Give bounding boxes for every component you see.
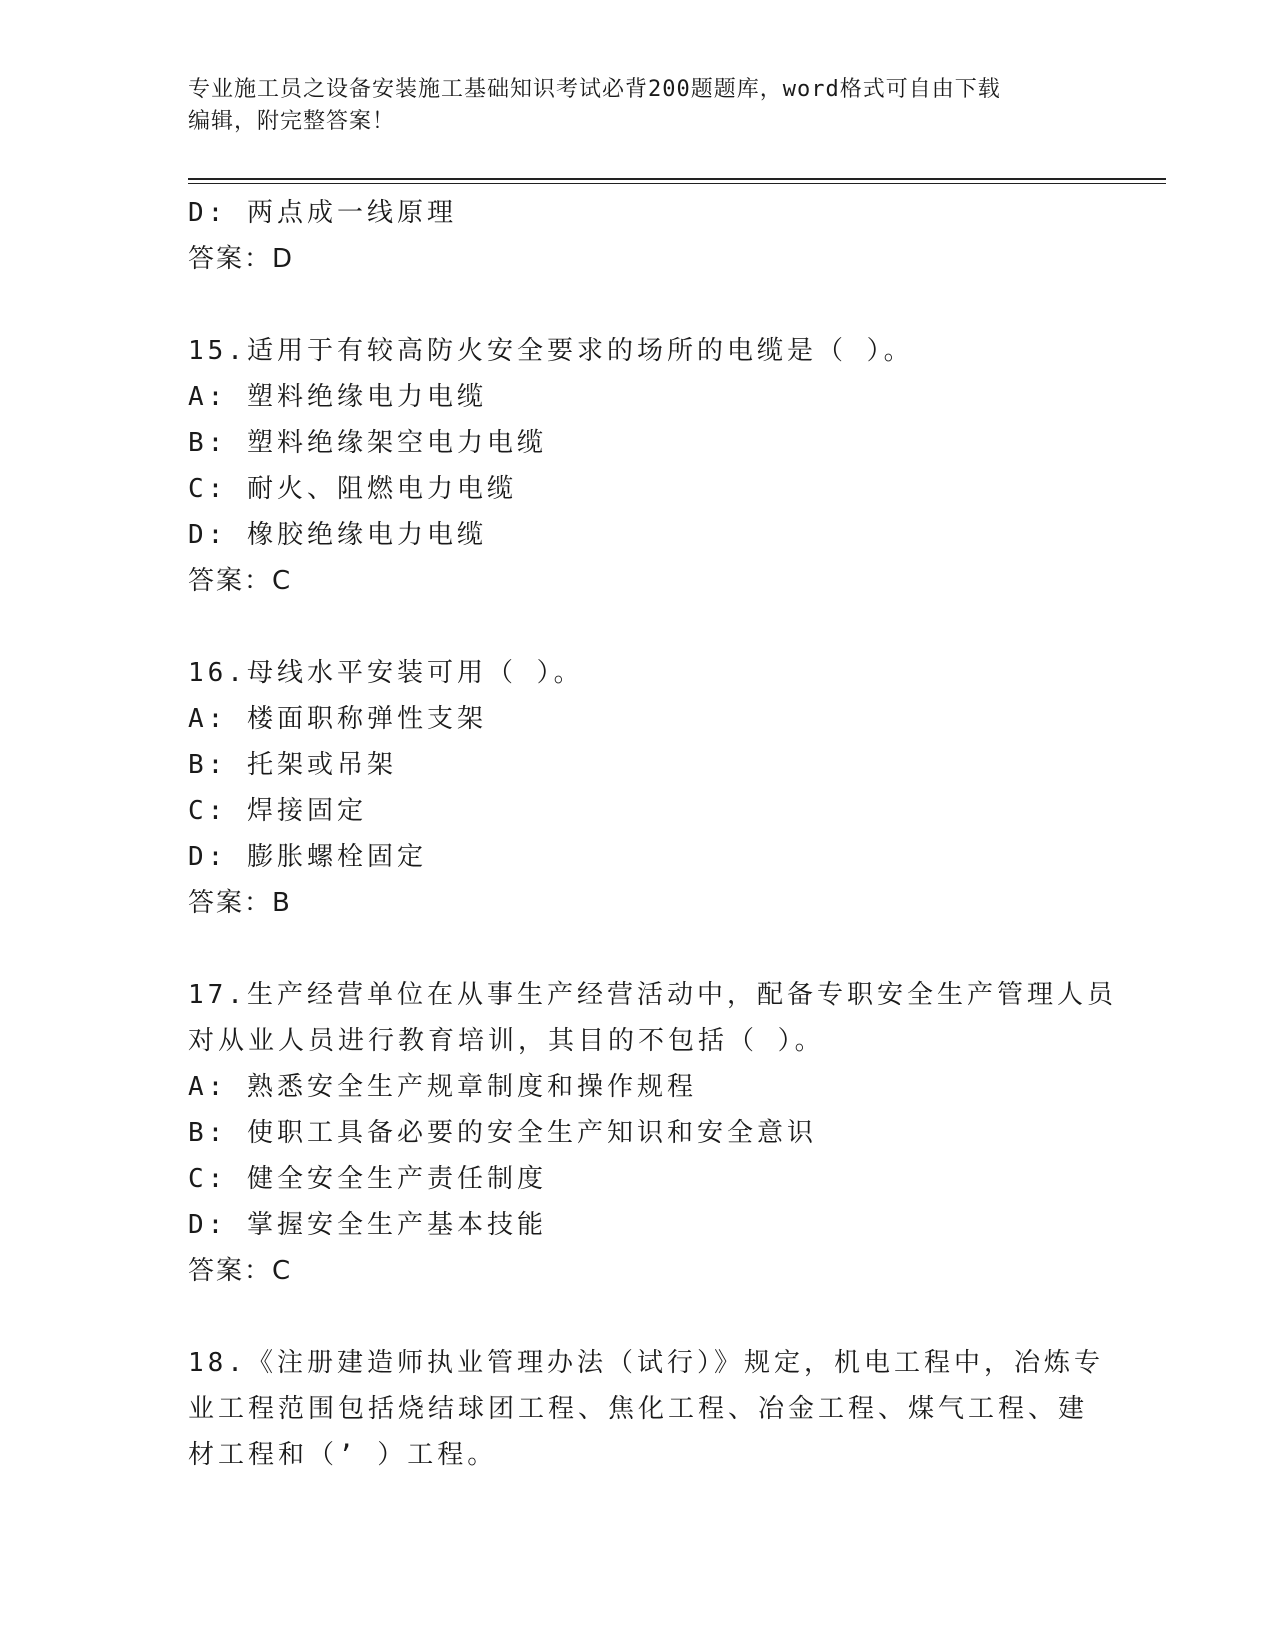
option-d: D: 橡胶绝缘电力电缆 [188,520,487,550]
question-stem: 15.适用于有较高防火安全要求的场所的电缆是（ ）。 [188,336,914,366]
option-b: B: 塑料绝缘架空电力电缆 [188,428,547,458]
option-c: C: 焊接固定 [188,796,367,826]
question-stem-line-3: 材工程和（’ ）工程。 [188,1440,498,1470]
question-list [188,190,1117,1478]
header-divider-thin [188,183,1166,184]
spacer [188,1294,1088,1340]
spacer [188,282,1088,328]
option-a: A: 熟悉安全生产规章制度和操作规程 [188,1072,697,1102]
question-stem-line-1: 17.生产经营单位在从事生产经营活动中，配备专职安全生产管理人员 [188,980,1117,1010]
spacer [188,926,1088,972]
option-b: B: 使职工具备必要的安全生产知识和安全意识 [188,1118,817,1148]
question-18 [188,1340,1104,1478]
question-stem-line-2: 对从业人员进行教育培训，其目的不包括（ ）。 [188,1026,825,1056]
spacer [188,604,1088,650]
option-c: C: 耐火、阻燃电力电缆 [188,474,517,504]
option-d: D: 掌握安全生产基本技能 [188,1210,547,1240]
answer: 答案：C [188,1256,293,1286]
question-15 [188,328,1088,604]
header-title-line-1: 专业施工员之设备安装施工基础知识考试必背200题题库，word格式可自由下载 [188,77,1001,102]
answer: 答案：D [188,244,295,274]
answer: 答案：B [188,888,292,918]
option-b: B: 托架或吊架 [188,750,397,780]
question-stem: 16.母线水平安装可用（ ）。 [188,658,584,688]
question-17 [188,972,1117,1294]
answer: 答案：C [188,566,293,596]
question-stem-line-2: 业工程范围包括烧结球团工程、焦化工程、冶金工程、煤气工程、建 [188,1394,1089,1424]
header-title-line-2: 编辑，附完整答案！ [188,109,396,134]
option-a: A: 塑料绝缘电力电缆 [188,382,487,412]
question-14-tail [188,190,1088,282]
question-stem-line-1: 18.《注册建造师执业管理办法（试行）》规定，机电工程中，冶炼专 [188,1348,1104,1378]
option-d: D: 膨胀螺栓固定 [188,842,427,872]
document-header [188,74,1068,138]
header-divider-thick [188,178,1166,180]
option-a: A: 楼面职称弹性支架 [188,704,487,734]
option-c: C: 健全安全生产责任制度 [188,1164,547,1194]
question-16 [188,650,1088,926]
option-d: D: 两点成一线原理 [188,198,457,228]
